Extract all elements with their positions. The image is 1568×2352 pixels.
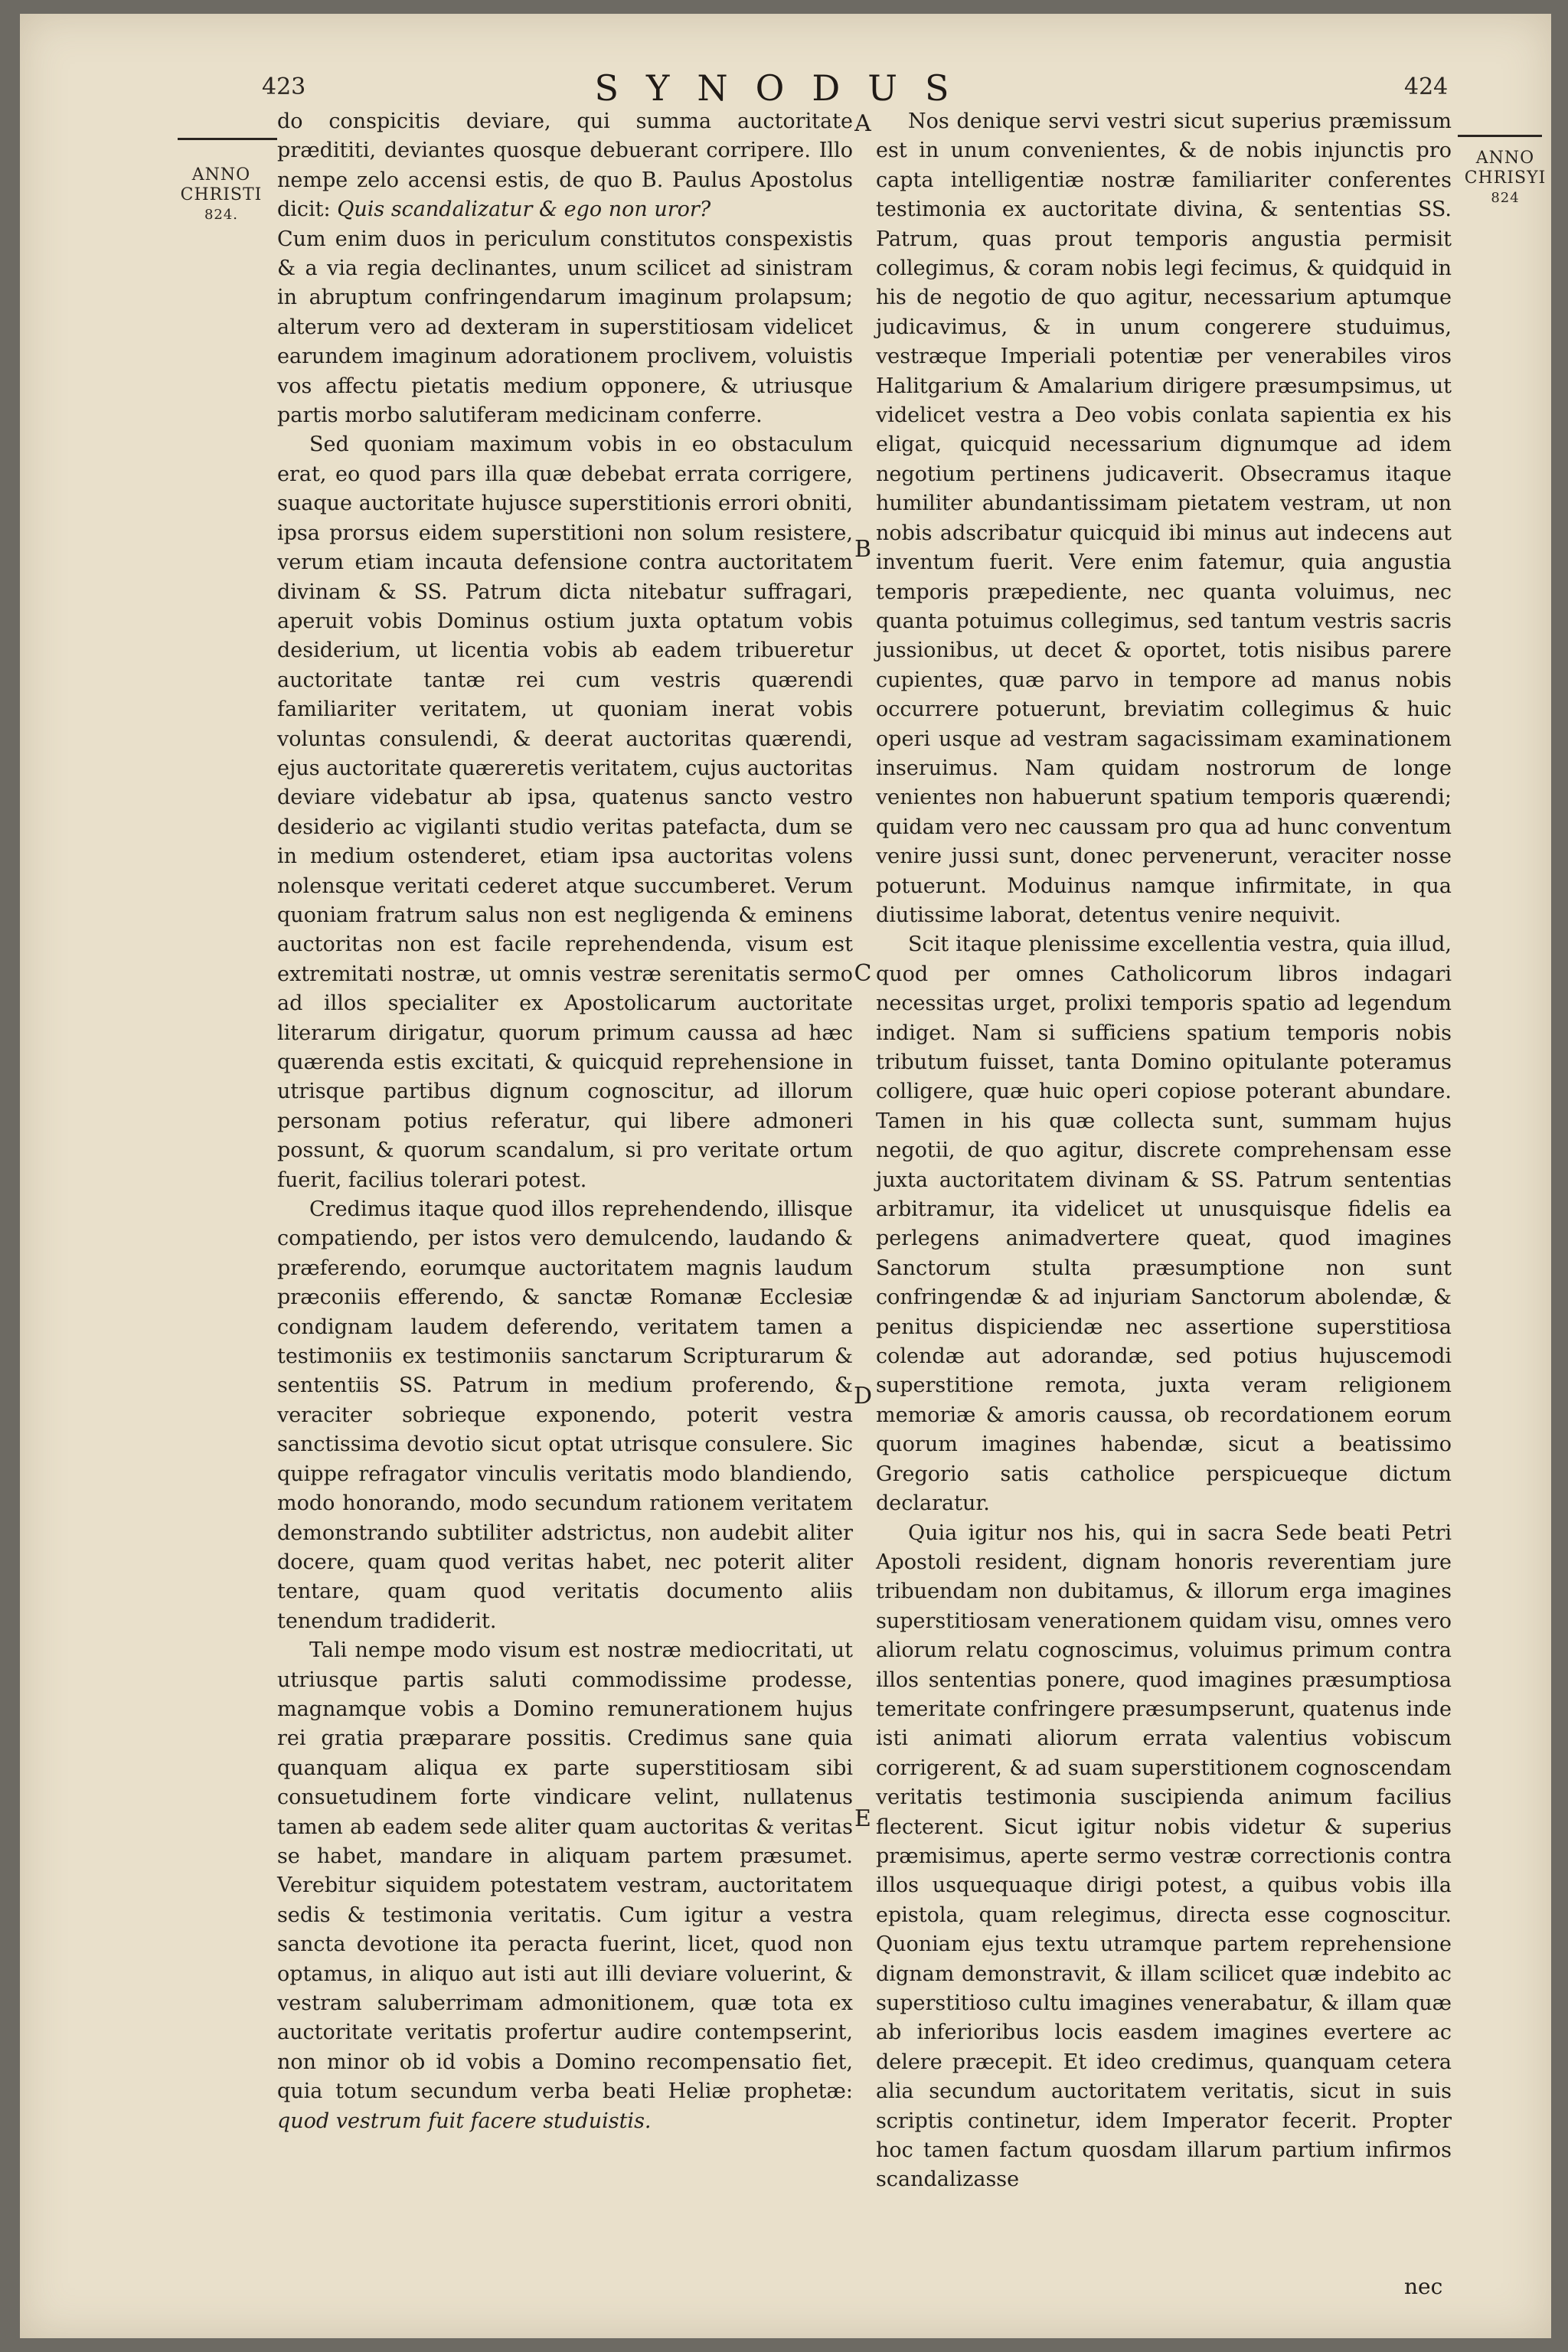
section-letter-a: A <box>854 110 871 137</box>
paragraph: Nos denique servi vestri sicut superius præmissum est in unum convenientes, & de nobis injunctis pro capta intelligentiæ nostræ familiariter conferentes testimonia ex auctoritate divina, & sententias SS. Patrum, quas prout temporis angustia permisit collegimus, & coram nobis legi fecimus, & quidquid in his de negotio de quo agitur, necessarium aptumque judicavimus, & in unum congerere studuimus, vestræque Imperiali potentiæ per venerabiles viros Halitgarium & Amalarium dirigere præsumpsimus, ut videlicet vestra a Deo vobis conlata sapientia ex his eligat, quicquid necessarium dignumque ad idem negotium pertinens judicaverit. Obsecramus itaque humiliter abundantissimam pietatem vestram, ut non nobis adscribatur quicquid ibi minus aut indecens aut inventum fuerit. Vere enim fatemur, quia angustia temporis præpediente, nec quanta voluimus, nec quanta potuimus collegimus, sed tantum vestris sacris jussionibus, ut decet & oportet, totis nisibus parere cupientes, quæ parvo in tempore ad manus nobis occurrere potuerunt, breviatim collegimus & huic operi usque ad vestram sagacissimam examinationem inseruimus. Nam quidam nostrorum de longe venientes non habuerunt spatium temporis quærendi; quidam vero nec caussam pro qua ad hunc conventum venire jussi sunt, donec pervenerunt, veraciter nosse potuerunt. Moduinus namque infirmitate, in qua diutissime laborat, detentus venire nequivit. <box>876 109 1452 927</box>
section-letter-b: B <box>854 536 872 563</box>
paragraph: Tali nempe modo visum est nostræ mediocritati, ut utriusque partis saluti commodissime prodesse, magnamque vobis a Domino remunerationem hujus rei gratia præparare possitis. Credimus sane quia quanquam aliqua ex parte superstitiosam sibi consuetudinem forte vindicare velint, nullatenus tamen ab eadem sede aliter quam auctoritas & veritas se habet, mandare in aliquam partem præsumet. Verebitur siquidem potestatem vestram, auctoritatem sedis & testimonia veritatis. Cum igitur a vestra sancta devotione ita peracta fuerint, licet, quod non optamus, in aliquo aut isti aut illi deviare voluerint, & vestram saluberrimam admonitionem, quæ tota ex auctoritate veritatis profertur audire contempserint, non minor ob id vobis a Domino recompensatio fiet, quia totum secundum verba beati Heliæ prophetæ: quod vestrum fuit facere studuistis. <box>277 1638 853 2133</box>
page-number-left: 423 <box>262 74 306 100</box>
paragraph: Sed quoniam maximum vobis in eo obstaculum erat, eo quod pars illa quæ debebat errata corrigere, suaque auctoritate hujusce superstitionis errori obniti, ipsa prorsus eidem superstitioni non solum resistere, verum etiam incauta defensione contra auctoritatem divinam & SS. Patrum dicta nitebatur suffragari, aperuit vobis Dominus ostium juxta optatum vobis desiderium, ut licentia vobis ab eadem tribueretur auctoritate tantæ rei cum vestris quærendi familiariter veritatem, ut quoniam inerat vobis voluntas consulendi, & deerat auctoritas quærendi, ejus auctoritate quæreretis veritatem, cujus auctoritas deviare videbatur ab ipsa, quatenus sancto vestro desiderio ac vigilanti studio veritas patefacta, dum se in medium ostenderet, etiam ipsa auctoritas volens nolensque veritati cederet atque succumberet. Verum quoniam fratrum salus non est negligenda & eminens auctoritas non est facile reprehendenda, visum est extremitati nostræ, ut omnis vestræ serenitatis sermo ad illos specialiter ex Apostolicarum auctoritate literarum dirigatur, quorum primum caussa ad hæc quærenda estis excitati, & quicquid reprehensione in utrisque partibus dignum cognoscitur, ad illorum personam potius referatur, qui libere admoneri possunt, & quorum scandalum, si pro veritate ortum fuerit, facilius tolerari potest. <box>277 433 853 1192</box>
section-letter-d: D <box>853 1383 873 1410</box>
page-number-right: 424 <box>1404 74 1449 100</box>
paragraph: Quia igitur nos his, qui in sacra Sede beati Petri Apostoli resident, dignam honoris reverentiam jure tribuendam non dubitamus, & illorum erga imagines superstitiosam venerationem quidam visu, omnes vero aliorum relatu cognoscimus, voluimus primum contra illos sententias ponere, quod imagines præsumptiosa temeritate confringere præsumpserunt, quatenus inde isti animati aliorum errata valentius vobiscum corrigerent, & ad suam superstitionem cognoscendam veritatis testimonia suscipienda animum facilius flecterent. Sicut igitur nobis videtur & superius præmisimus, aperte sermo vestræ correctionis contra illos usquequaque dirigi potest, a quibus vobis illa epistola, quam relegimus, directa esse cognoscitur. Quoniam ejus textu utramque partem reprehensione dignam demonstravit, & illam scilicet quæ indebito ac superstitioso cultu imagines venerabatur, & illam quæ ab inferioribus locis easdem imagines evertere ac delere præcepit. Et ideo credimus, quanquam cetera alia secundum auctoritatem veritatis, sicut in suis scriptis continetur, idem Imperator fecerit. Propter hoc tamen factum quosdam illarum partium infirmos scandalizasse <box>876 1521 1452 2192</box>
running-title: SYNODUS <box>594 67 977 109</box>
margin-christi: CHRISYI <box>1464 168 1547 188</box>
header-rule-left <box>178 138 277 140</box>
right-column <box>876 107 1452 2195</box>
left-column <box>277 107 853 2136</box>
running-head <box>20 67 1551 113</box>
italic-quote: Quis scandalizatur & ego non uror? <box>337 198 711 222</box>
catchword: nec <box>1404 2274 1443 2299</box>
paragraph: Scit itaque plenissime excellentia vestra, quia illud, quod per omnes Catholicorum libros indagari necessitas urget, prolixi temporis spatio ad legendum indiget. Nam si sufficiens spatium temporis nobis tributum fuisset, tanta Domino opitulante poteramus colligere, quæ huic operi copiose poterant abundare. Tamen in his quæ collecta sunt, summam hujus negotii, de quo agitur, discrete comprehensam esse juxta auctoritatem divinam & SS. Patrum sententias arbitramur, ita videlicet ut unusquisque fidelis ea perlegens animadvertere queat, quod imagines Sanctorum stulta præsumptione non sunt confringendæ & ad injuriam Sanctorum abolendæ, & penitus dispiciendæ nec assertione superstitiosa colendæ aut adorandæ, sed potius hujuscemodi superstitione remota, juxta veram religionem memoriæ & amoris caussa, ob recordationem eorum quorum imagines habendæ, sicut a beatissimo Gregorio satis catholice perspicueque dictum declaratur. <box>876 933 1452 1516</box>
margin-year: 824. <box>204 207 239 223</box>
paragraph: Credimus itaque quod illos reprehendendo, illisque compatiendo, per istos vero demulcendo, laudando & præferendo, eorumque auctoritatem magnis laudum præconiis efferendo, & sanctæ Romanæ Ecclesiæ condignam laudem deferendo, veritatem tamen a testimoniis ex testimoniis sanctarum Scripturarum & sententiis SS. Patrum in medium proferendo, & veraciter sobrieque exponendo, poterit vestra sanctissima devotio sicut optat utrisque consulere. Sic quippe refragator vinculis veritatis modo blandiendo, modo honorando, modo secundum rationem veritatem demonstrando subtiliter adstrictus, non audebit aliter docere, quam quod veritas habet, nec poterit aliter tentare, quam quod veritatis documento aliis tenendum tradiderit. <box>277 1197 853 1633</box>
margin-anno: ANNO <box>1475 149 1535 168</box>
paragraph: Cum enim duos in periculum constitutos conspexistis & a via regia declinantes, unum scilicet ad sinistram in abruptum confringendarum imaginum prolapsum; alterum vero ad dexteram in superstitiosam videlicet earundem imaginum adorationem proclivem, voluistis vos affectu pietatis medium opponere, & utriusque partis morbo salutiferam medicinam conferre. <box>277 227 853 428</box>
margin-anno: ANNO <box>191 165 251 185</box>
italic-quote: quod vestrum fuit facere studuistis. <box>277 2109 652 2133</box>
paragraph: do conspicitis deviare, qui summa auctoritate prædititi, deviantes quosque debuerant corripere. Illo nempe zelo accensi estis, de quo B. Paulus Apostolus dicit: Quis scandalizatur & ego non uror? <box>277 109 853 222</box>
margin-note-right <box>1459 149 1551 208</box>
section-letter-c: C <box>854 960 872 987</box>
margin-note-left <box>172 165 271 225</box>
margin-year: 824 <box>1491 190 1520 206</box>
page <box>20 14 1551 2338</box>
section-letter-e: E <box>854 1805 871 1832</box>
header-rule-right <box>1458 135 1542 137</box>
margin-christi: CHRISTI <box>180 185 263 204</box>
